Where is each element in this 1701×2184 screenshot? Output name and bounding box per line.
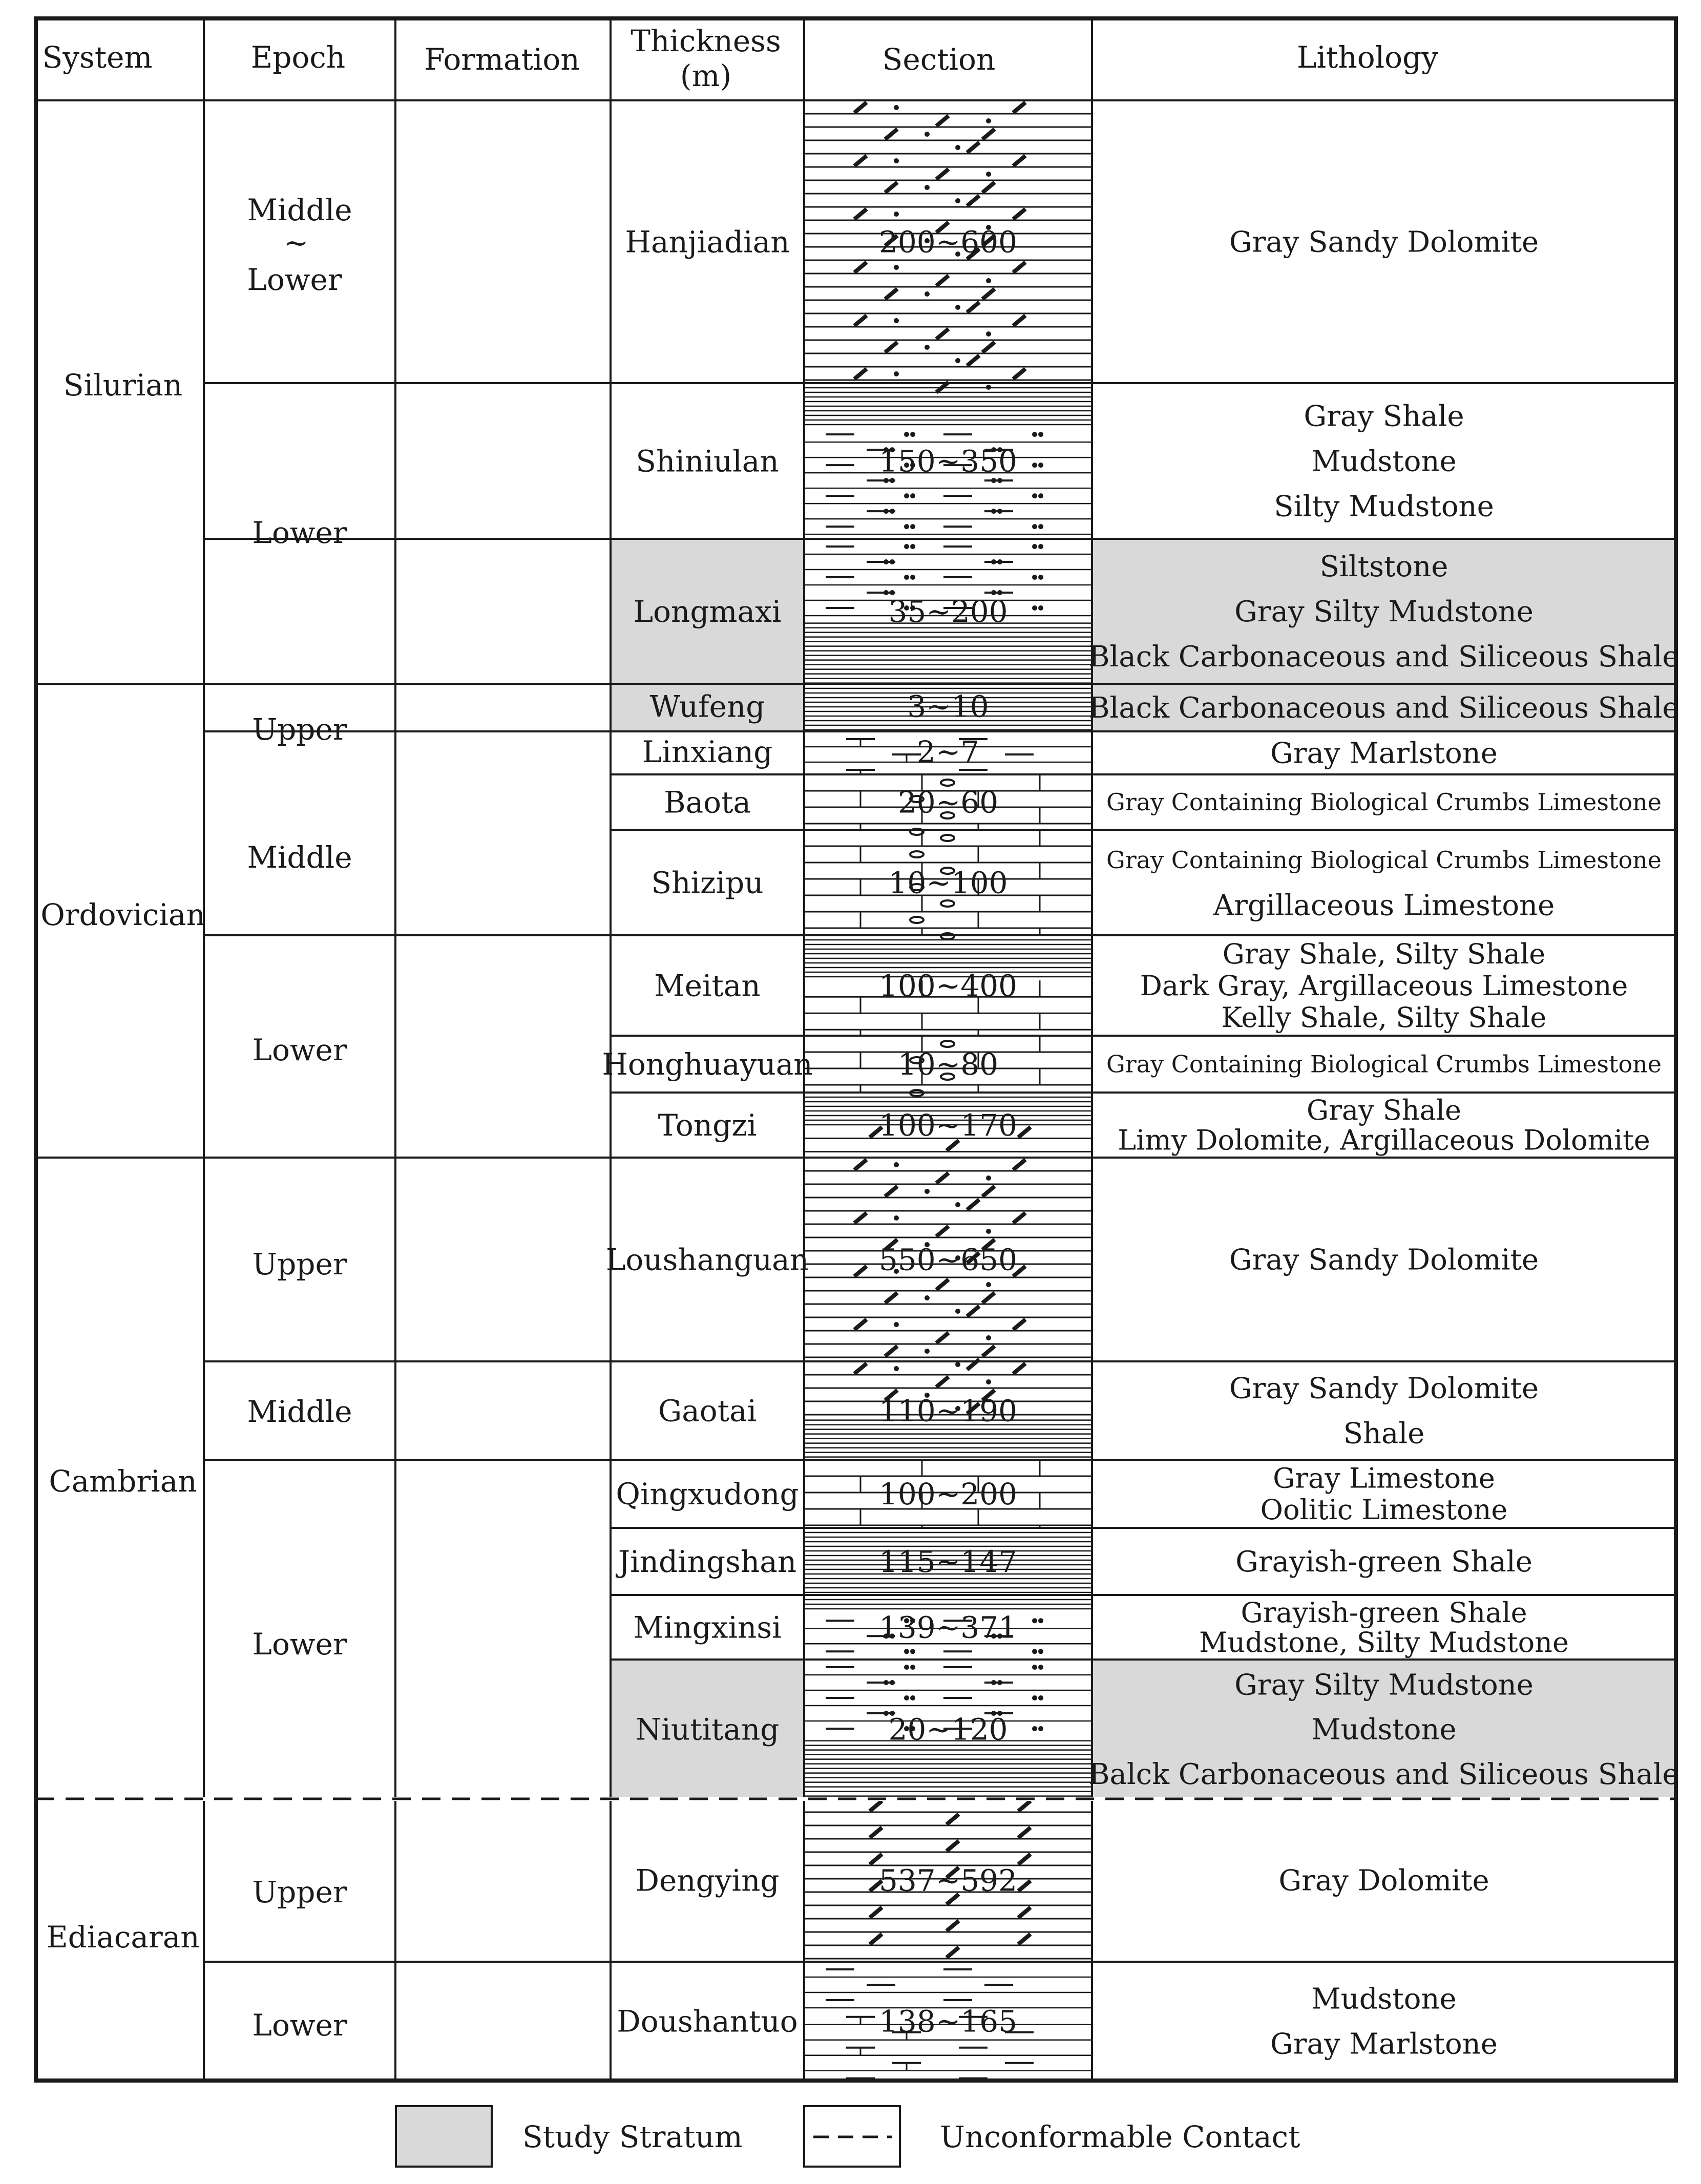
formation-thickness: 139~371 [878, 1610, 1018, 1645]
sand-dot [986, 1335, 991, 1340]
lithology-text: Argillaceous Limestone [1213, 889, 1555, 922]
formation-name: Qingxudong [616, 1476, 799, 1511]
lithology-text: Kelly Shale, Silty Shale [1221, 1001, 1547, 1034]
epoch-silurian-lower: Lower [252, 515, 347, 550]
sand-dot [1032, 1618, 1037, 1623]
lithology-text: Gray Containing Biological Crumbs Limestone [1106, 788, 1662, 816]
sand-dot [1032, 1665, 1037, 1670]
header-section: Section [882, 42, 996, 77]
formation-thickness: 10~80 [897, 1046, 999, 1082]
sand-dot [1038, 463, 1043, 468]
sand-dot [925, 291, 930, 297]
sand-dot [1032, 1695, 1037, 1700]
sand-dot [1038, 432, 1043, 437]
formation-name: Shiniulan [636, 444, 779, 479]
header-epoch: Epoch [250, 40, 346, 75]
system-ediacaran: Ediacaran [46, 1920, 200, 1955]
sand-dot [997, 478, 1002, 483]
header-thickness: Thickness [631, 24, 781, 58]
sand-dot [910, 1649, 915, 1654]
sand-dot [910, 1695, 915, 1700]
sand-dot [894, 1322, 899, 1327]
sand-dot [986, 1175, 991, 1181]
sand-dot [910, 544, 915, 549]
sand-dot [1038, 1649, 1043, 1654]
lithology-text: Gray Marlstone [1270, 2027, 1498, 2061]
sand-dot [986, 1229, 991, 1234]
lithology-text: Limy Dolomite, Argillaceous Dolomite [1118, 1124, 1650, 1157]
formation-name: Meitan [654, 968, 761, 1003]
sand-dot [1038, 605, 1043, 611]
sand-dot [894, 105, 899, 110]
formation-thickness: 537~592 [878, 1863, 1018, 1898]
header-system: System [42, 40, 153, 75]
table-header [43, 24, 1439, 93]
sand-dot [1032, 463, 1037, 468]
epoch-cambrian-lower: Lower [252, 1627, 347, 1662]
formation-name: Dengying [635, 1863, 780, 1898]
sand-dot [1038, 1618, 1043, 1623]
sand-dot [894, 318, 899, 323]
lithology-text: Gray Shale [1304, 400, 1464, 433]
lithology-text: Gray Shale [1306, 1094, 1462, 1127]
sand-dot [894, 265, 899, 270]
sand-dot [894, 1215, 899, 1221]
sand-dot [925, 185, 930, 190]
formation-thickness: 200~600 [878, 224, 1018, 260]
sand-dot [991, 559, 996, 564]
epoch-cambrian-middle: Middle [247, 1394, 352, 1429]
sand-dot [986, 278, 991, 283]
lithology-text: Gray Dolomite [1278, 1864, 1489, 1898]
lithology-text: Mudstone [1311, 445, 1457, 478]
sand-dot [894, 1162, 899, 1167]
formation-thickness: 100~400 [878, 968, 1018, 1003]
epoch-silurian-lower-a: Lower [247, 262, 342, 297]
sand-dot [1038, 544, 1043, 549]
sand-dot [991, 1680, 996, 1685]
sand-dot [910, 1665, 915, 1670]
sand-dot [1032, 544, 1037, 549]
formation-thickness: 35~200 [888, 594, 1008, 629]
sand-dot [1038, 524, 1043, 529]
epoch-silurian-tilde: ~ [283, 225, 309, 260]
sand-dot [1032, 524, 1037, 529]
sand-dot [955, 1309, 960, 1314]
sand-dot [1032, 1726, 1037, 1731]
sand-dot [1032, 1649, 1037, 1654]
formation-name: Longmaxi [633, 594, 782, 629]
sand-dot [1038, 575, 1043, 580]
formation-thickness: 20~120 [888, 1712, 1008, 1747]
formation-thickness: 20~60 [897, 785, 999, 820]
legend-study-swatch [396, 2106, 492, 2167]
formation-name: Linxiang [642, 734, 773, 770]
formation-thickness: 150~350 [878, 444, 1018, 479]
lithology-text: Gray Shale, Silty Shale [1222, 937, 1546, 970]
sand-dot [955, 1202, 960, 1207]
sand-dot [955, 198, 960, 203]
sand-dot [890, 509, 895, 514]
lithology-text: Oolitic Limestone [1260, 1494, 1508, 1526]
sand-dot [904, 524, 909, 529]
formation-name: Gaotai [658, 1393, 757, 1429]
lithology-text: Mudstone [1311, 1982, 1457, 2016]
lithology-text: Siltstone [1319, 550, 1448, 584]
lithology-text: Mudstone, Silty Mudstone [1199, 1626, 1569, 1658]
epoch-silurian-middle: Middle [247, 193, 352, 227]
sand-dot [986, 118, 991, 123]
sand-dot [910, 575, 915, 580]
sand-dot [997, 509, 1002, 514]
lithology-text: Grayish-green Shale [1241, 1596, 1527, 1629]
lithology-text: Gray Containing Biological Crumbs Limestone [1106, 846, 1662, 874]
sand-dot [904, 493, 909, 498]
sand-dot [904, 575, 909, 580]
sand-dot [986, 1282, 991, 1287]
sand-dot [955, 305, 960, 310]
formation-thickness: 100~200 [878, 1476, 1018, 1511]
sand-dot [925, 1295, 930, 1300]
sand-dot [986, 331, 991, 337]
lithology-text: Gray Sandy Dolomite [1229, 225, 1539, 259]
epoch-column [247, 193, 352, 2043]
epoch-ediacaran-upper: Upper [252, 1875, 347, 1909]
sand-dot [894, 371, 899, 376]
lithology-text: Gray Silty Mudstone [1234, 595, 1534, 629]
epoch-ordovician-middle: Middle [247, 840, 352, 875]
formation-thickness: 100~170 [878, 1107, 1018, 1143]
sand-dot [925, 132, 930, 137]
formation-thickness: 3~10 [907, 689, 989, 724]
sand-dot [884, 478, 889, 483]
sand-dot [904, 1695, 909, 1700]
sand-dot [904, 432, 909, 437]
formation-thickness: 2~7 [916, 734, 980, 770]
lithology-text: Gray Sandy Dolomite [1229, 1372, 1539, 1405]
sand-dot [1038, 1695, 1043, 1700]
lithology-text: Silty Mudstone [1274, 490, 1494, 523]
formation-name: Hanjiadian [625, 224, 790, 260]
lithology-text: Black Carbonaceous and Siliceous Shale [1088, 691, 1679, 725]
sand-dot [1038, 1726, 1043, 1731]
sand-dot [910, 432, 915, 437]
lithology-text: Balck Carbonaceous and Siliceous Shale [1088, 1757, 1679, 1791]
sand-dot [894, 212, 899, 217]
system-ordovician: Ordovician [40, 897, 205, 932]
sand-dot [925, 345, 930, 350]
sand-dot [1032, 432, 1037, 437]
sand-dot [1038, 493, 1043, 498]
formation-thickness: 110~190 [878, 1393, 1018, 1429]
formation-name: Doushantuo [617, 2004, 798, 2039]
lithology-text: Gray Containing Biological Crumbs Limestone [1106, 1050, 1662, 1078]
header-thickness-unit: (m) [680, 58, 732, 93]
header-lithology: Lithology [1296, 40, 1439, 75]
sand-dot [910, 493, 915, 498]
sand-dot [890, 1680, 895, 1685]
sand-dot [904, 544, 909, 549]
epoch-cambrian-upper: Upper [252, 1247, 347, 1282]
sand-dot [925, 1189, 930, 1194]
lithology-text: Dark Gray, Argillaceous Limestone [1140, 969, 1628, 1002]
sand-dot [925, 1349, 930, 1354]
system-column [40, 368, 205, 1955]
sand-dot [997, 1680, 1002, 1685]
lithology-text: Gray Sandy Dolomite [1229, 1243, 1539, 1277]
epoch-ediacaran-lower: Lower [252, 2008, 347, 2043]
lithology-text: Black Carbonaceous and Siliceous Shale [1088, 640, 1679, 674]
sand-dot [997, 559, 1002, 564]
header-formation: Formation [424, 42, 580, 77]
sand-dot [1032, 575, 1037, 580]
sand-dot [890, 478, 895, 483]
formation-name: Mingxinsi [633, 1610, 782, 1645]
formation-thickness: 138~165 [878, 2004, 1018, 2039]
formation-thickness: 115~147 [878, 1544, 1018, 1579]
formation-name: Niutitang [635, 1712, 780, 1747]
sand-dot [894, 1366, 899, 1371]
sand-dot [894, 158, 899, 163]
formation-thickness: 550~650 [878, 1242, 1018, 1277]
formation-name: Loushanguan [605, 1242, 809, 1277]
sand-dot [955, 145, 960, 150]
legend-study-label: Study Stratum [522, 2119, 743, 2154]
formation-name: Shizipu [651, 865, 764, 900]
sand-dot [904, 1665, 909, 1670]
sand-dot [986, 1379, 991, 1384]
sand-dot [991, 478, 996, 483]
legend-unconformable-label: Unconformable Contact [940, 2119, 1300, 2154]
legend [396, 2106, 1300, 2167]
sand-dot [904, 1649, 909, 1654]
formation-name: Tongzi [658, 1107, 757, 1143]
sand-dot [991, 509, 996, 514]
sand-dot [884, 509, 889, 514]
lithology-text: Gray Silty Mudstone [1234, 1668, 1534, 1702]
sand-dot [1032, 493, 1037, 498]
sand-dot [890, 559, 895, 564]
formation-name: Baota [663, 785, 751, 820]
system-silurian: Silurian [63, 368, 183, 403]
epoch-ordovician-upper: Upper [252, 712, 347, 747]
formation-name: Honghuayuan [602, 1046, 813, 1082]
system-cambrian: Cambrian [49, 1464, 197, 1499]
lithology-text: Mudstone [1311, 1713, 1457, 1747]
lithology-text: Gray Limestone [1273, 1462, 1495, 1495]
sand-dot [1038, 1665, 1043, 1670]
sand-dot [986, 172, 991, 177]
lithology-text: Gray Marlstone [1270, 737, 1498, 770]
sand-dot [955, 358, 960, 363]
sand-dot [884, 1680, 889, 1685]
formation-name: Jindingshan [618, 1544, 797, 1579]
formation-name: Wufeng [649, 689, 765, 724]
lithology-text: Grayish-green Shale [1235, 1545, 1532, 1579]
sand-dot [1032, 605, 1037, 611]
sand-dot [884, 559, 889, 564]
formation-thickness: 10~100 [888, 865, 1008, 900]
sand-dot [955, 1362, 960, 1367]
lithology-text: Shale [1343, 1417, 1425, 1451]
epoch-ordovician-lower: Lower [252, 1033, 347, 1067]
sand-dot [910, 524, 915, 529]
